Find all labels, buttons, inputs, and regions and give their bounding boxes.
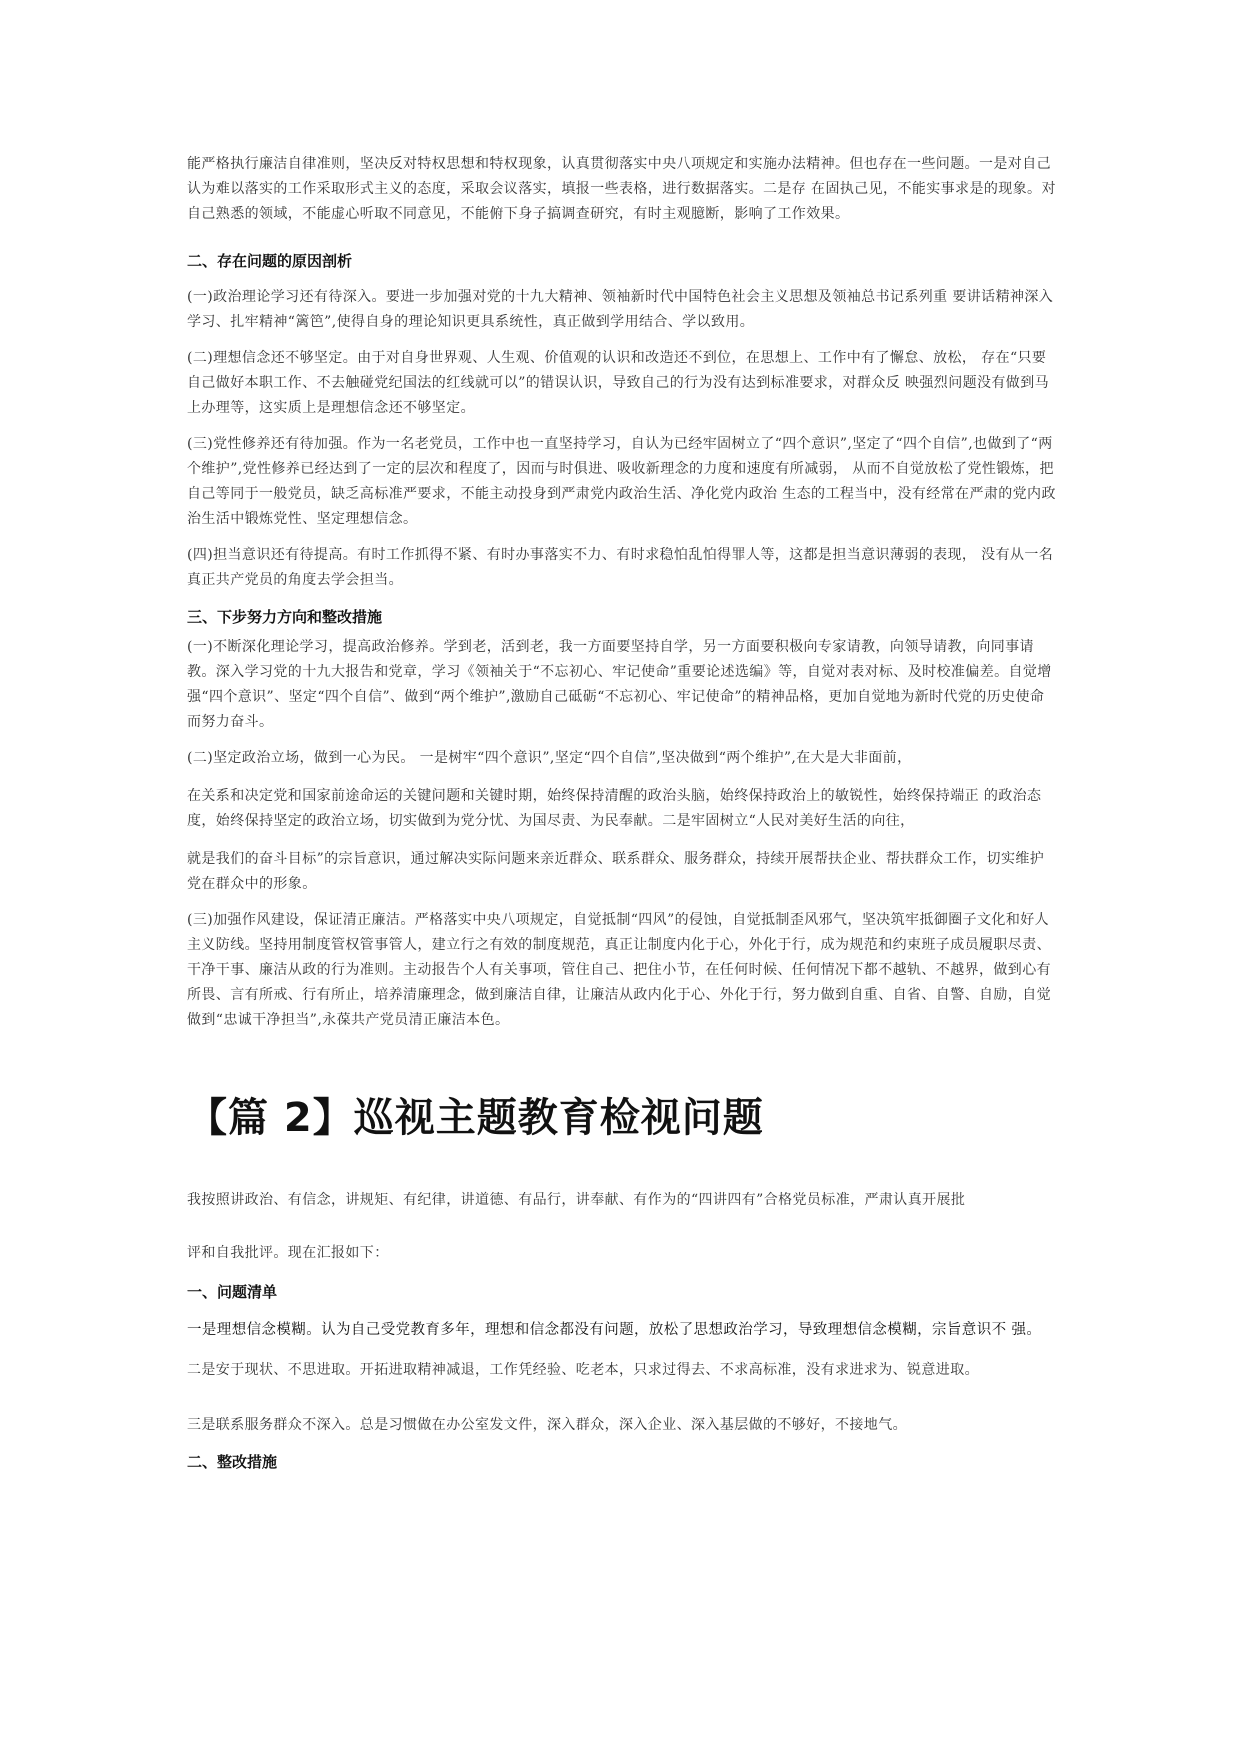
intro-line-2: 评和自我批评。现在汇报如下： (187, 1245, 389, 1261)
problem-item-2: 二是安于现状、不思进取。开拓进取精神减退，工作凭经验、吃老本，只求过得去、不求高标准，没有求进求为、锐意进取。 (187, 1362, 979, 1378)
article-title: 【篇 2】巡视主题教育检视问题 (187, 1095, 764, 1141)
section-heading-measures: 二、整改措施 (187, 1453, 278, 1471)
section-heading-rectification: 三、下步努力方向和整改措施 (187, 608, 383, 626)
top-paragraph: 能严格执行廉洁自律准则，坚决反对特权思想和特权现象，认真贯彻落实中央八项规定和实施办法精神。但也存在一些问题。一是对自己认为难以落实的工作采取形式主义的态度，采取会议落实，填报一些表格，进行数据落实。二是存 在固执己见，不能实事求是的现象。对自己熟悉的领域，不能虚心听取不同意见，不能俯下身子搞调查研究，有时主观臆断，影响了工作效果。 (187, 156, 1056, 222)
rectify-paragraph-3: (三)加强作风建设，保证清正廉洁。严格落实中央八项规定，自觉抵制“四风”的侵蚀，自觉抵制歪风邪气，坚决筑牢抵御圈子文化和好人主义防线。坚持用制度管权管事管人，建立行之有效的制度规范，真正让制度内化于心，外化于行，成为规范和约束班子成员履职尽责、干净干事、廉洁从政的行为准则。主动报告个人有关事项，管住自己、把住小节，在任何时候、任何情况下都不越轨、不越界，做到心有所畏、言有所戒、行有所止，培养清廉理念，做到廉洁自律，让廉洁从政内化于心、外化于行，努力做到自重、自省、自警、自励，自觉做到“忠诚干净担当”,永葆共产党员清正廉洁本色。 (187, 912, 1051, 1028)
rectify-paragraph-2b: 在关系和决定党和国家前途命运的关键问题和关键时期，始终保持清醒的政治头脑，始终保持政治上的敏锐性，始终保持端正 的政治态度，始终保持坚定的政治立场，切实做到为党分忧、为国尽责、为民奉献。二是牢固树立“人民对美好生活的向往， (187, 788, 1042, 829)
cause-paragraph-2: (二)理想信念还不够坚定。由于对自身世界观、人生观、价值观的认识和改造还不到位，在思想上、工作中有了懈怠、放松， 存在“只要自己做好本职工作、不去触碰党纪国法的红线就可以”的错误认识，导致自己的行为没有达到标准要求，对群众反 映强烈问题没有做到马上办理等，这实质上是理想信念还不够坚定。 (187, 350, 1050, 416)
section-heading-problem-list: 一、问题清单 (187, 1283, 278, 1301)
cause-paragraph-4: (四)担当意识还有待提高。有时工作抓得不紧、有时办事落实不力、有时求稳怕乱怕得罪人等，这都是担当意识薄弱的表现， 没有从一名真正共产党员的角度去学会担当。 (187, 547, 1054, 588)
rectify-paragraph-2a: (二)坚定政治立场，做到一心为民。 一是树牢“四个意识”,坚定“四个自信”,坚决做到“两个维护”,在大是大非面前， (187, 750, 912, 766)
problem-item-3: 三是联系服务群众不深入。总是习惯做在办公室发文件，深入群众，深入企业、深入基层做的不够好，不接地气。 (187, 1417, 907, 1433)
rectify-paragraph-1: (一)不断深化理论学习，提高政治修养。学到老，活到老，我一方面要坚持自学，另一方面要积极向专家请教，向领导请教，向同事请教。深入学习党的十九大报告和党章，学习《领袖关于“不忘初心、牢记使命”重要论述选编》等，自觉对表对标、及时校准偏差。自觉增强“四个意识”、坚定“四个自信”、做到“两个维护”,激励自己砥砺“不忘初心、牢记使命”的精神品格，更加自觉地为新时代党的历史使命而努力奋斗。 (187, 639, 1052, 730)
rectify-paragraph-2c: 就是我们的奋斗目标”的宗旨意识，通过解决实际问题来亲近群众、联系群众、服务群众，持续开展帮扶企业、帮扶群众工作，切实维护党在群众中的形象。 (187, 851, 1045, 892)
intro-line-1: 我按照讲政治、有信念，讲规矩、有纪律，讲道德、有品行，讲奉献、有作为的“四讲四有”合格党员标准，严肃认真开展批 (187, 1192, 966, 1208)
section-heading-cause-analysis: 二、存在问题的原因剖析 (187, 252, 353, 270)
document-page (187, 152, 1057, 1473)
cause-paragraph-3: (三)党性修养还有待加强。作为一名老党员，工作中也一直坚持学习，自认为已经牢固树立了“四个意识”,坚定了“四个自信”,也做到了“两个维护”,党性修养已经达到了一定的层次和程度了，因而与时俱进、吸收新理念的力度和速度有所减弱， 从而不自觉放松了党性锻炼，把自己等同于一般党员，缺乏高标准严要求，不能主动投身到严肃党内政治生活、净化党内政治 生态的工程当中，没有经常在严肃的党内政治生活中锻炼党性、坚定理想信念。 (187, 436, 1056, 527)
cause-paragraph-1: (一)政治理论学习还有待深入。要进一步加强对党的十九大精神、领袖新时代中国特色社会主义思想及领袖总书记系列重 要讲话精神深入学习、扎牢精神“篱笆”,使得自身的理论知识更具系统性，真正做到学用结合、学以致用。 (187, 289, 1054, 330)
problem-item-1: 一是理想信念模糊。认为自己受党教育多年，理想和信念都没有问题，放松了思想政治学习，导致理想信念模糊，宗旨意识不 强。 (187, 1322, 1042, 1338)
